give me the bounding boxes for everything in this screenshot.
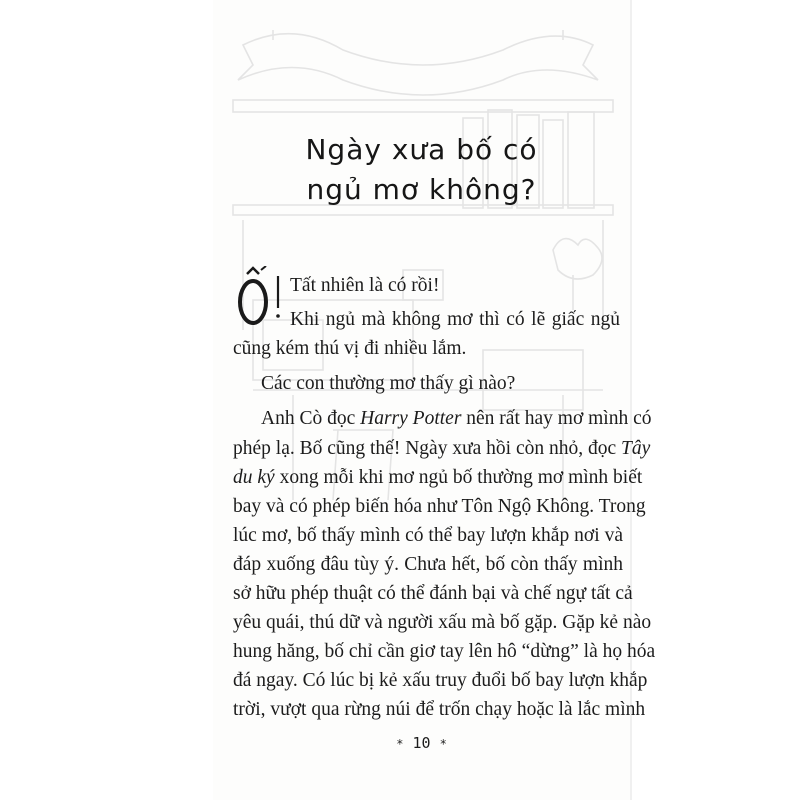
paragraph-line: du ký xong mỗi khi mơ ngủ bố thường mơ mình biết bbox=[233, 467, 643, 488]
paragraph-line: lúc mơ, bố thấy mình có thể bay lượn khắp nơi và bbox=[233, 525, 623, 546]
paragraph-line: cũng kém thú vị đi nhiều lắm. bbox=[233, 338, 467, 359]
drop-cap bbox=[233, 266, 285, 326]
book-title: Tây bbox=[621, 438, 651, 459]
paragraph-line: đáp xuống đâu tùy ý. Chưa hết, bố còn thấy mình bbox=[233, 554, 623, 575]
paragraph-line: Anh Cò đọc Harry Potter nên rất hay mơ mình có bbox=[261, 408, 652, 429]
book-page bbox=[213, 0, 656, 800]
paragraph-line: hung hăng, bố chỉ cần giơ tay lên hô “dừng” là họ hóa bbox=[233, 641, 656, 662]
star-ornament: * bbox=[396, 737, 404, 751]
star-ornament: * bbox=[439, 737, 447, 751]
paragraph-line: bay và có phép biến hóa như Tôn Ngộ Không. Trong bbox=[233, 496, 646, 517]
paragraph-line: sở hữu phép thuật có thể đánh bại và chế ngự tất cả bbox=[233, 583, 633, 604]
chapter-title-line-2: ngủ mơ không? bbox=[306, 173, 537, 206]
book-title: Harry Potter bbox=[360, 408, 462, 429]
paragraph-line: trời, vượt qua rừng núi để trốn chạy hoặc là lắc mình bbox=[233, 699, 646, 720]
page-number-value: 10 bbox=[412, 734, 431, 752]
paragraph-line: đá ngay. Có lúc bị kẻ xấu truy đuổi bố bay lượn khắp bbox=[233, 670, 648, 691]
paragraph-lead: Tất nhiên là có rồi! bbox=[290, 275, 440, 296]
paragraph-line: phép lạ. Bố cũng thế! Ngày xưa hồi còn nhỏ, đọc Tây bbox=[233, 438, 651, 459]
chapter-title-line-1: Ngày xưa bố có bbox=[305, 133, 538, 166]
book-title: du ký bbox=[233, 467, 275, 488]
paragraph-line: Các con thường mơ thấy gì nào? bbox=[261, 373, 516, 394]
paragraph-line: yêu quái, thú dữ và người xấu mà bố gặp. Gặp kẻ nào bbox=[233, 612, 652, 633]
paragraph-line: Khi ngủ mà không mơ thì có lẽ giấc ngủ bbox=[290, 309, 620, 330]
page-number bbox=[213, 734, 630, 752]
